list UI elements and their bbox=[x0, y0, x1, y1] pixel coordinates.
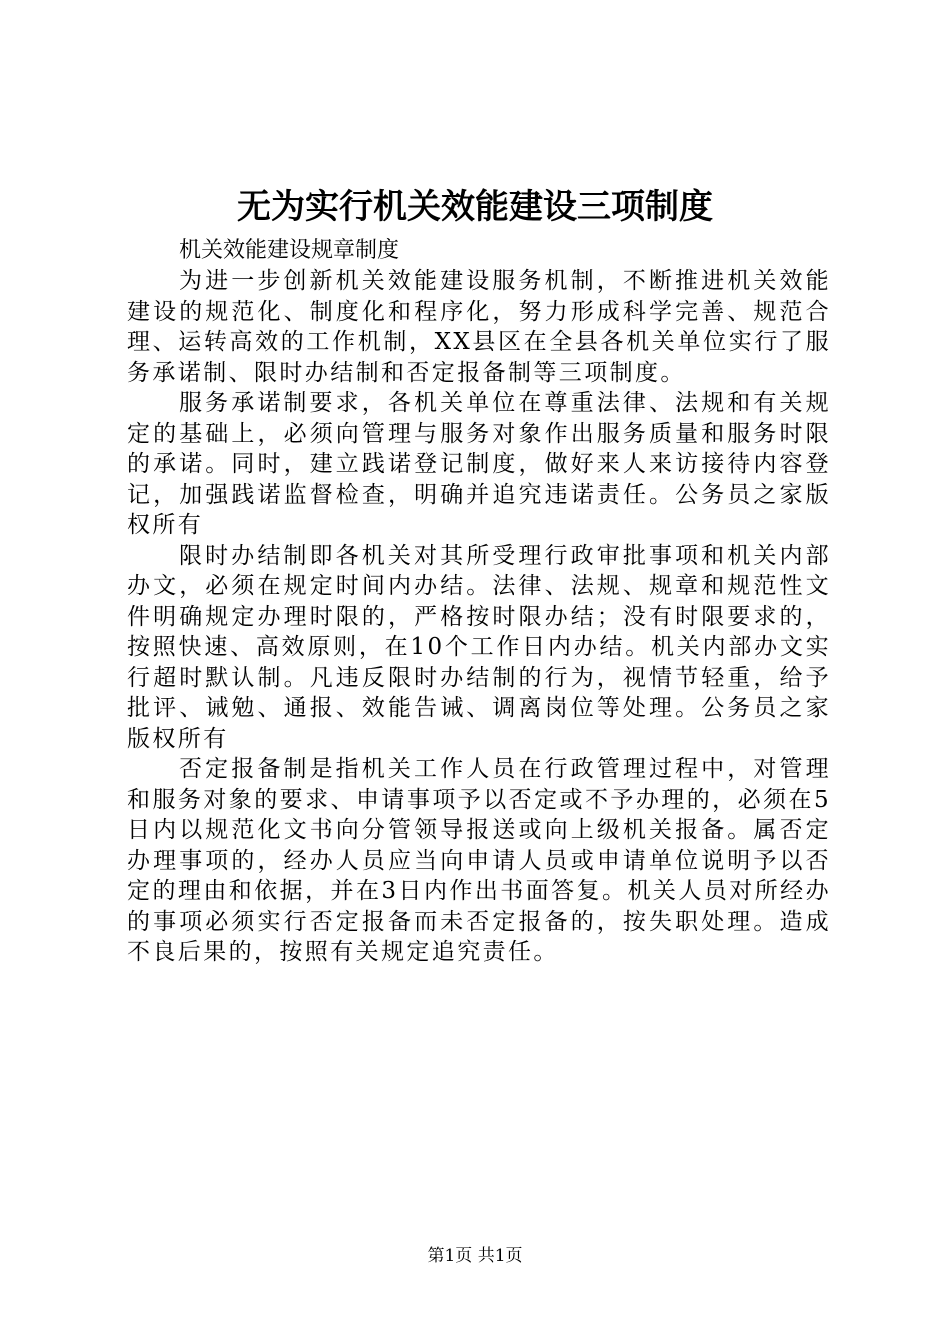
document-title: 无为实行机关效能建设三项制度 bbox=[237, 187, 713, 227]
page-number-footer: 第1页 共1页 bbox=[427, 1246, 523, 1266]
paragraph-service-commitment: 服务承诺制要求，各机关单位在尊重法律、法规和有关规定的基础上，必须向管理与服务对象作出服务质量和服务时限的承诺。同时，建立践诺登记制度，做好来人来访接待内容登记，加强践诺监督检查，明确并追究违诺责任。公务员之家版权所有 bbox=[127, 390, 831, 538]
paragraph-time-limit: 限时办结制即各机关对其所受理行政审批事项和机关内部办文，必须在规定时间内办结。法律、法规、规章和规范性文件明确规定办理时限的，严格按时限办结；没有时限要求的，按照快速、高效原则，在10个工作日内办结。机关内部办文实行超时默认制。凡违反限时办结制的行为，视情节轻重，给予批评、诫勉、通报、效能告诫、调离岗位等处理。公务员之家版权所有 bbox=[127, 542, 831, 752]
document-subtitle: 机关效能建设规章制度 bbox=[179, 238, 400, 263]
paragraph-intro: 为进一步创新机关效能建设服务机制，不断推进机关效能建设的规范化、制度化和程序化，努力形成科学完善、规范合理、运转高效的工作机制，XX县区在全县各机关单位实行了服务承诺制、限时办结制和否定报备制等三项制度。 bbox=[127, 268, 831, 386]
document-body bbox=[127, 236, 831, 968]
paragraph-negative-filing: 否定报备制是指机关工作人员在行政管理过程中，对管理和服务对象的要求、申请事项予以否定或不予办理的，必须在5日内以规范化文书向分管领导报送或向上级机关报备。属否定办理事项的，经办人员应当向申请人员或申请单位说明予以否定的理由和依据，并在3日内作出书面答复。机关人员对所经办的事项必须实行否定报备而未否定报备的，按失职处理。造成不良后果的，按照有关规定追究责任。 bbox=[127, 756, 831, 965]
